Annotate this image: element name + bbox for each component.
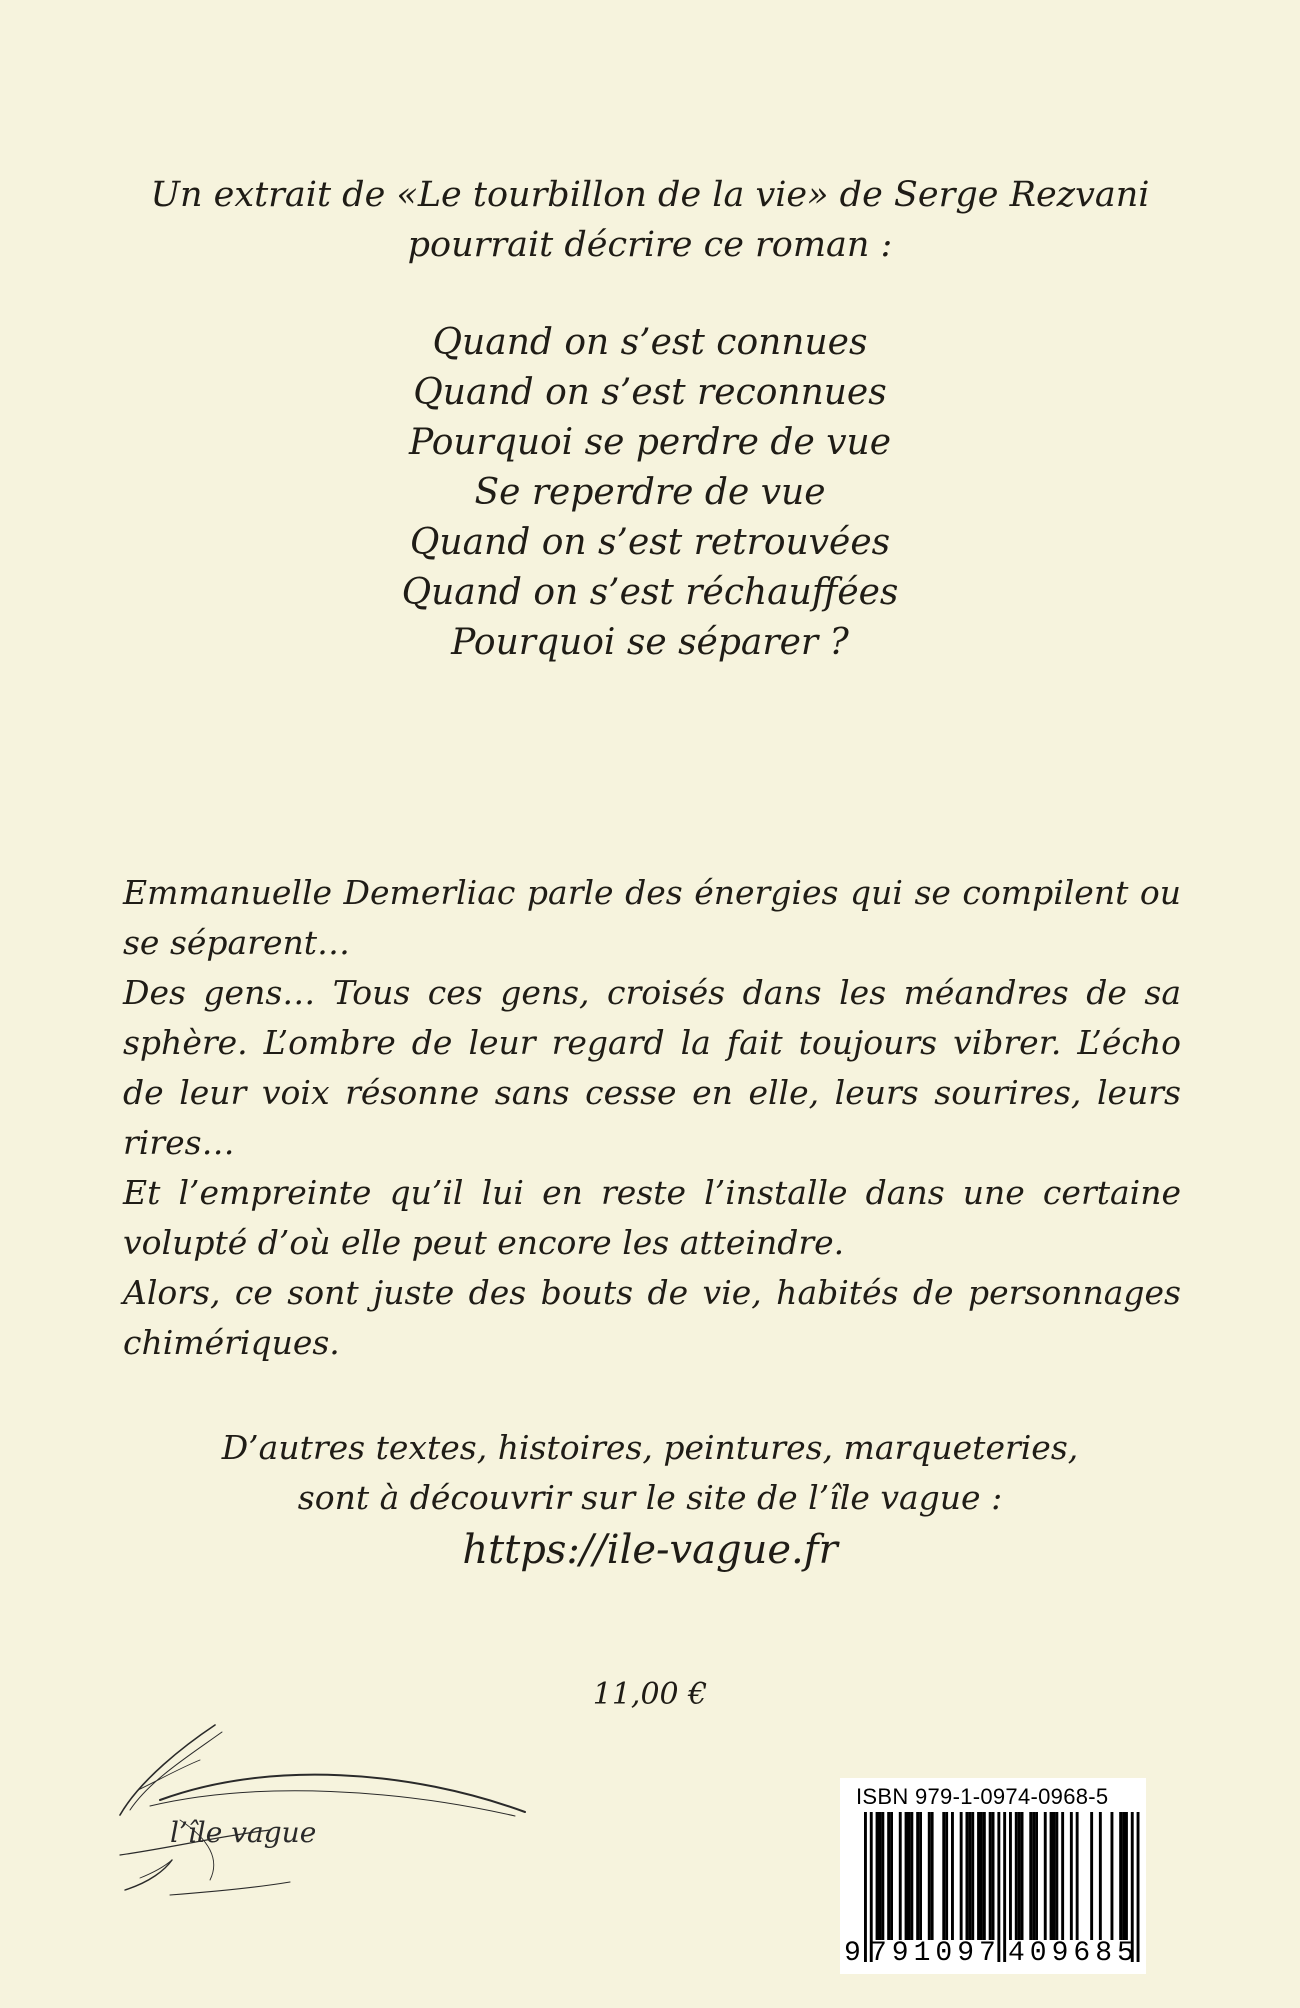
barcode-bar bbox=[945, 1812, 948, 1940]
barcode-bar bbox=[879, 1812, 882, 1940]
more-line-2: sont à découvrir sur le site de l’île vague : bbox=[297, 1478, 1003, 1517]
blurb-paragraph: Des gens… Tous ces gens, croisés dans les méandres de sa sphère. L’ombre de leur regard la fait toujours vibrer. L’écho de leur voix résonne sans cesse en elle, leurs sourires, leurs rires… bbox=[123, 973, 1181, 1162]
isbn-barcode bbox=[840, 1778, 1146, 1974]
intro-line-2: pourrait décrire ce roman : bbox=[407, 225, 893, 265]
barcode-bar bbox=[992, 1812, 995, 1940]
barcode-bar bbox=[881, 1812, 884, 1940]
barcode-bar bbox=[966, 1812, 969, 1940]
barcode-bar bbox=[910, 1812, 913, 1940]
barcode-bar bbox=[971, 1812, 974, 1940]
poem-excerpt bbox=[0, 318, 1300, 668]
isbn-label: ISBN 979-1-0974-0968-5 bbox=[856, 1784, 1109, 1809]
barcode-bar bbox=[980, 1812, 983, 1940]
barcode-bar bbox=[916, 1812, 919, 1940]
barcode-bar bbox=[876, 1812, 879, 1940]
website-link[interactable]: https://ile-vague.fr bbox=[462, 1527, 838, 1573]
ean-left-group: 791097 bbox=[870, 1938, 1001, 1969]
more-info bbox=[0, 1423, 1300, 1577]
intro-text bbox=[0, 170, 1300, 270]
barcode-bar bbox=[1070, 1812, 1073, 1940]
barcode-bar bbox=[1099, 1812, 1102, 1940]
barcode-bar bbox=[977, 1812, 980, 1940]
barcode-bar bbox=[887, 1812, 890, 1940]
barcode-bar bbox=[1125, 1812, 1128, 1940]
price: 11,00 € bbox=[592, 1677, 708, 1712]
ean-first-digit: 9 bbox=[844, 1938, 861, 1969]
barcode-bar bbox=[1044, 1812, 1047, 1940]
poem-line: Se reperdre de vue bbox=[474, 472, 826, 513]
barcode-bar bbox=[1122, 1812, 1125, 1940]
barcode-bar bbox=[1029, 1812, 1032, 1940]
barcode-bar bbox=[983, 1812, 986, 1940]
ean-right-group: 409685 bbox=[1008, 1938, 1139, 1969]
barcode-bar bbox=[1015, 1812, 1018, 1940]
poem-line: Pourquoi se perdre de vue bbox=[408, 422, 892, 463]
poem-line: Quand on s’est réchauffées bbox=[401, 572, 899, 613]
barcode-bar bbox=[1032, 1812, 1035, 1940]
poem-line: Pourquoi se séparer ? bbox=[451, 622, 849, 663]
barcode-bar bbox=[960, 1812, 963, 1940]
logo-wordmark: l’île vague bbox=[170, 1816, 317, 1849]
barcode-bar bbox=[1061, 1812, 1064, 1940]
barcode-bar bbox=[899, 1812, 902, 1940]
barcode-bar bbox=[931, 1812, 934, 1940]
barcode-bar bbox=[968, 1812, 971, 1940]
barcode-bar bbox=[1055, 1812, 1058, 1940]
barcode-bar bbox=[1111, 1812, 1114, 1940]
intro-line-1: Un extrait de «Le tourbillon de la vie» de Serge Rezvani bbox=[150, 175, 1150, 215]
ean-digits bbox=[840, 1938, 1146, 1972]
barcode-bar bbox=[890, 1812, 893, 1940]
barcode-bar bbox=[942, 1812, 945, 1940]
poem-line: Quand on s’est connues bbox=[432, 322, 868, 363]
more-line-1: D’autres textes, histoires, peintures, marqueteries, bbox=[221, 1428, 1079, 1467]
barcode-bar bbox=[919, 1812, 922, 1940]
barcode-bar bbox=[1009, 1812, 1012, 1940]
barcode-bar bbox=[1021, 1812, 1024, 1940]
blurb-paragraph: Emmanuelle Demerliac parle des énergies qui se compilent ou se séparent… bbox=[123, 873, 1181, 962]
barcode-bar bbox=[989, 1812, 992, 1940]
barcode-bar bbox=[928, 1812, 931, 1940]
blurb-paragraph: Et l’empreinte qu’il lui en reste l’installe dans une certaine volupté d’où elle peut encore les atteindre. bbox=[123, 1173, 1181, 1262]
barcode-bar bbox=[1050, 1812, 1053, 1940]
barcode-bar bbox=[1053, 1812, 1056, 1940]
barcode-bar bbox=[951, 1812, 954, 1940]
blurb-paragraph: Alors, ce sont juste des bouts de vie, habités de personnages chimériques. bbox=[123, 1273, 1181, 1362]
book-blurb bbox=[123, 868, 1181, 1368]
barcode-bar bbox=[908, 1812, 911, 1940]
barcode-bar bbox=[1119, 1812, 1122, 1940]
barcode-bar bbox=[1076, 1812, 1079, 1940]
barcode-bar bbox=[905, 1812, 908, 1940]
barcode-bar bbox=[1090, 1812, 1093, 1940]
poem-line: Quand on s’est reconnues bbox=[413, 372, 887, 413]
publisher-logo bbox=[110, 1720, 550, 1900]
poem-line: Quand on s’est retrouvées bbox=[409, 522, 891, 563]
barcode-bar bbox=[1035, 1812, 1038, 1940]
barcode-bar bbox=[1018, 1812, 1021, 1940]
